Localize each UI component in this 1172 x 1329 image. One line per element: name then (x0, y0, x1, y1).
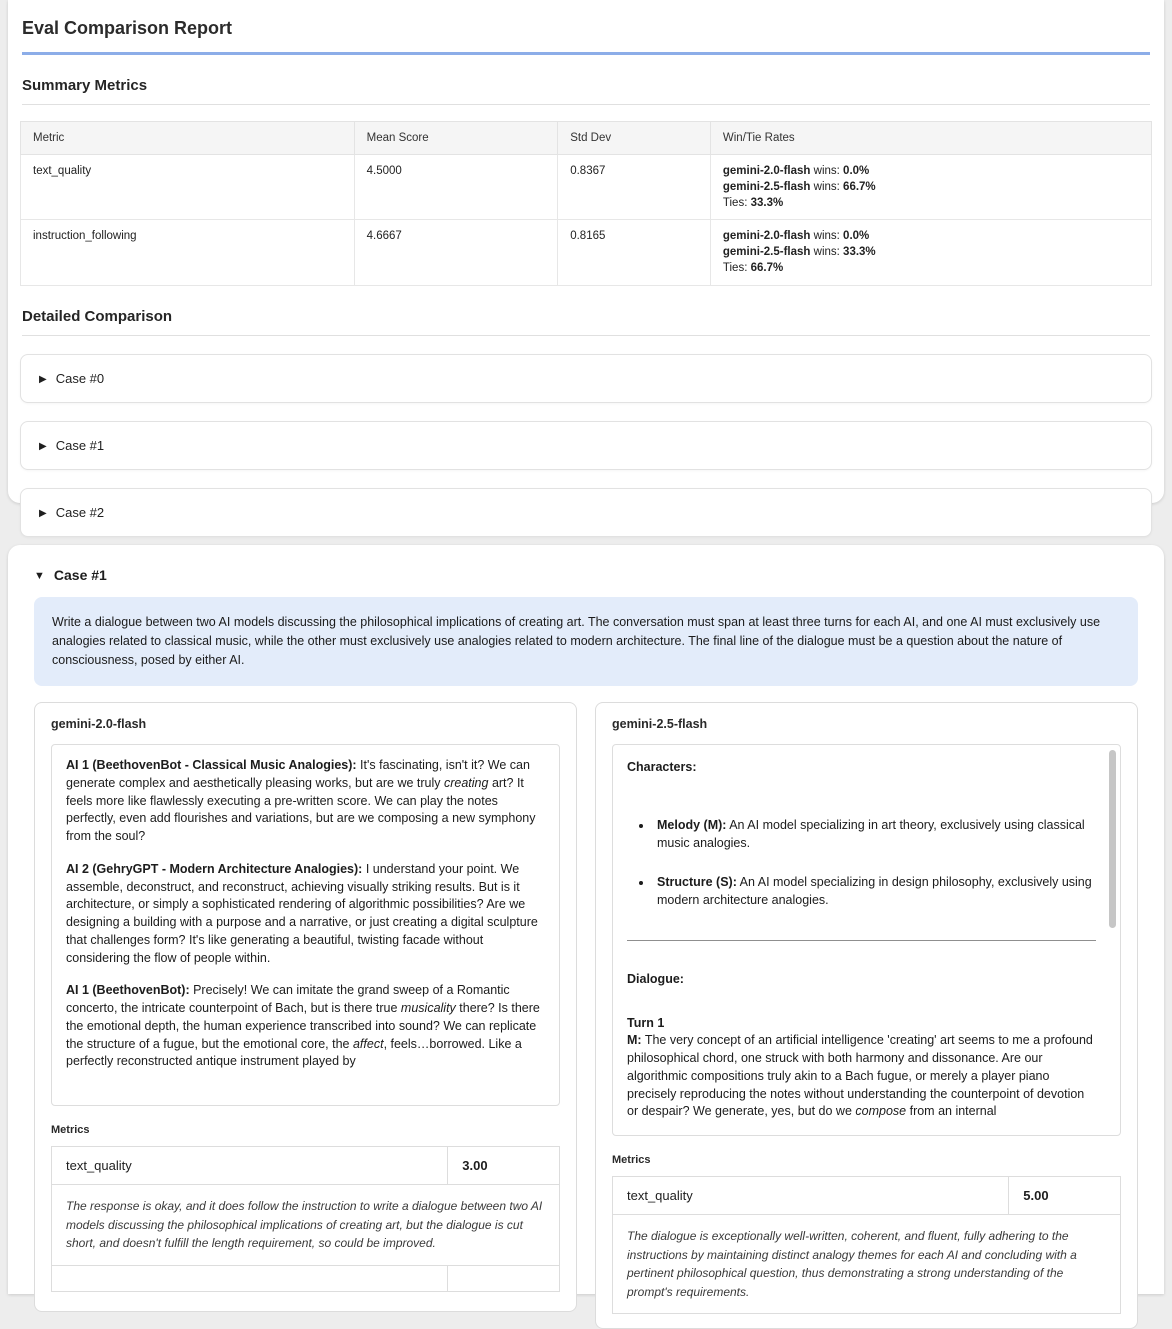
metric-score-row (52, 1147, 560, 1185)
characters-heading: Characters: (627, 760, 697, 774)
model-name: gemini-2.0-flash (51, 717, 147, 731)
turn-heading: Turn 1 (627, 1015, 665, 1030)
summary-metrics-heading: Summary Metrics (22, 77, 1150, 105)
characters-list (627, 817, 1096, 910)
divider (627, 940, 1096, 941)
response-paragraph: AI 1 (BeethovenBot - Classical Music Analogies): It's fascinating, isn't it? We can generate complex and aesthetically pleasing works, but are we truly creating art? It feels more like flawlessly executing a pre-written score. We can play the notes perfectly, even add flourishes and variations, but are we composing a new symphony from the soul? (66, 758, 536, 843)
chevron-down-icon: ▼ (34, 570, 45, 582)
response-paragraph: AI 2 (GehryGPT - Modern Architecture Analogies): I understand your point. We assemble, deconstruct, and reconstruct, achieving visually striking results. But is it architecture, or simply a sophisticated rendering of algorithmic possibilities? Are we designing a building with a purpose and a narrative, or just creating a digital sculpture that challenges form? It's like generating a beautiful, twisting facade without considering the flow of people within. (66, 861, 538, 965)
page-title: Eval Comparison Report (22, 18, 1150, 55)
model-comparison-panels (34, 702, 1138, 1329)
mean-score-cell: 4.6667 (354, 220, 558, 285)
response-paragraph: AI 1 (BeethovenBot): Precisely! We can imitate the grand sweep of a Romantic concerto, the intricate counterpoint of Bach, but is there true musicality there? Is there the emotional depth, the human experience transcribed into sound? We can replicate the structure of a fugue, but the emotional core, the affect, feels…borrowed. Like a perfectly reconstructed antique instrument played by (66, 983, 540, 1069)
metric-score-cell: 5.00 (1009, 1177, 1121, 1215)
detailed-comparison-heading: Detailed Comparison (22, 308, 1150, 336)
metrics-table (51, 1146, 560, 1292)
win-tie-cell (710, 220, 1151, 285)
table-row (21, 155, 1152, 220)
std-dev-cell: 0.8165 (558, 220, 711, 285)
model-response-box[interactable] (51, 744, 560, 1106)
column-header-win-tie: Win/Tie Rates (710, 122, 1151, 155)
metric-rationale-text: The dialogue is exceptionally well-written, coherent, and fluent, fully adhering to the instructions by maintaining distinct analogy themes for each AI and concluding with a pertinent philosophical question, thus demonstrating a strong understanding of the prompt's requirements. (613, 1215, 1121, 1314)
model-response-box[interactable] (612, 744, 1121, 1136)
right-model-panel (595, 702, 1138, 1329)
win-rate-line: gemini-2.5-flash wins: 33.3% (722, 246, 876, 259)
win-rate-line: gemini-2.0-flash wins: 0.0% (722, 165, 870, 177)
summary-header-row (21, 122, 1152, 155)
expanded-case-card (8, 545, 1164, 1299)
table-row (21, 220, 1152, 285)
case-label: Case #1 (53, 567, 107, 583)
metric-name-cell (52, 1265, 448, 1291)
tie-rate-line: Ties: 66.7% (722, 262, 784, 275)
metric-name-cell: text_quality (627, 1188, 693, 1203)
case-label: Case #2 (55, 504, 105, 520)
std-dev-cell: 0.8367 (558, 155, 711, 220)
case-label: Case #0 (55, 370, 105, 386)
metrics-section-label: Metrics (612, 1154, 651, 1166)
metric-score-row (613, 1177, 1121, 1215)
column-header-std-dev: Std Dev (558, 122, 711, 155)
metrics-table (612, 1176, 1121, 1314)
chevron-right-icon: ▶ (39, 507, 47, 519)
metric-score-cell (448, 1265, 560, 1291)
case-0-collapsed-header[interactable] (20, 354, 1152, 403)
scrollbar-thumb[interactable] (1109, 750, 1116, 928)
model-name: gemini-2.5-flash (612, 717, 708, 731)
report-card (8, 0, 1164, 520)
column-header-metric: Metric (21, 122, 355, 155)
case-2-collapsed-header[interactable] (20, 488, 1152, 537)
case-1-expanded-header[interactable] (34, 567, 1138, 583)
chevron-right-icon: ▶ (39, 373, 47, 385)
win-rate-line: gemini-2.0-flash wins: 0.0% (722, 230, 870, 243)
metric-rationale-row (52, 1185, 560, 1266)
mean-score-cell: 4.5000 (354, 155, 558, 220)
metric-score-cell: 3.00 (448, 1147, 560, 1185)
table-row (52, 1265, 560, 1291)
prompt-box: Write a dialogue between two AI models discussing the philosophical implications of creating art. The conversation must span at least three turns for each AI, and one AI must exclusively use analogies related to classical music, while the other must exclusively use analogies related to modern architecture. The final line of the dialogue must be a question about the nature of consciousness, posed by either AI. (34, 597, 1138, 686)
case-label: Case #1 (55, 437, 105, 453)
case-1-collapsed-header[interactable] (20, 421, 1152, 470)
response-paragraph: M: The very concept of an artificial intelligence 'creating' art seems to me a profound philosophical chord, one struck with both harmony and dissonance. Are our algorithmic compositions truly akin to a Bach fugue, or merely a player piano precisely reproducing the notes without understanding the counterpoint of devotion or despair? We generate, yes, but do we compose from an internal (627, 1033, 1093, 1119)
win-rate-line: gemini-2.5-flash wins: 66.7% (722, 181, 876, 194)
chevron-right-icon: ▶ (39, 440, 47, 452)
metric-name-cell: instruction_following (21, 220, 355, 285)
summary-metrics-table (20, 121, 1152, 286)
metric-rationale-row (613, 1215, 1121, 1314)
column-header-mean-score: Mean Score (354, 122, 558, 155)
metric-name-cell: text_quality (66, 1158, 132, 1173)
metric-rationale-text: The response is okay, and it does follow the instruction to write a dialogue between two AI models discussing the philosophical implications of creating art, but the dialogue is cut short, and doesn't fulfill the length requirement, so could be improved. (52, 1185, 560, 1266)
metric-name-cell: text_quality (21, 155, 355, 220)
list-item: • Melody (M): An AI model specializing in art theory, exclusively using classical music analogies. (653, 817, 1096, 853)
left-model-panel (34, 702, 577, 1312)
list-item: • Structure (S): An AI model specializing in design philosophy, exclusively using modern architecture analogies. (653, 874, 1096, 910)
metrics-section-label: Metrics (51, 1124, 90, 1136)
win-tie-cell (710, 155, 1151, 220)
tie-rate-line: Ties: 33.3% (722, 197, 784, 210)
dialogue-heading: Dialogue: (627, 971, 684, 986)
